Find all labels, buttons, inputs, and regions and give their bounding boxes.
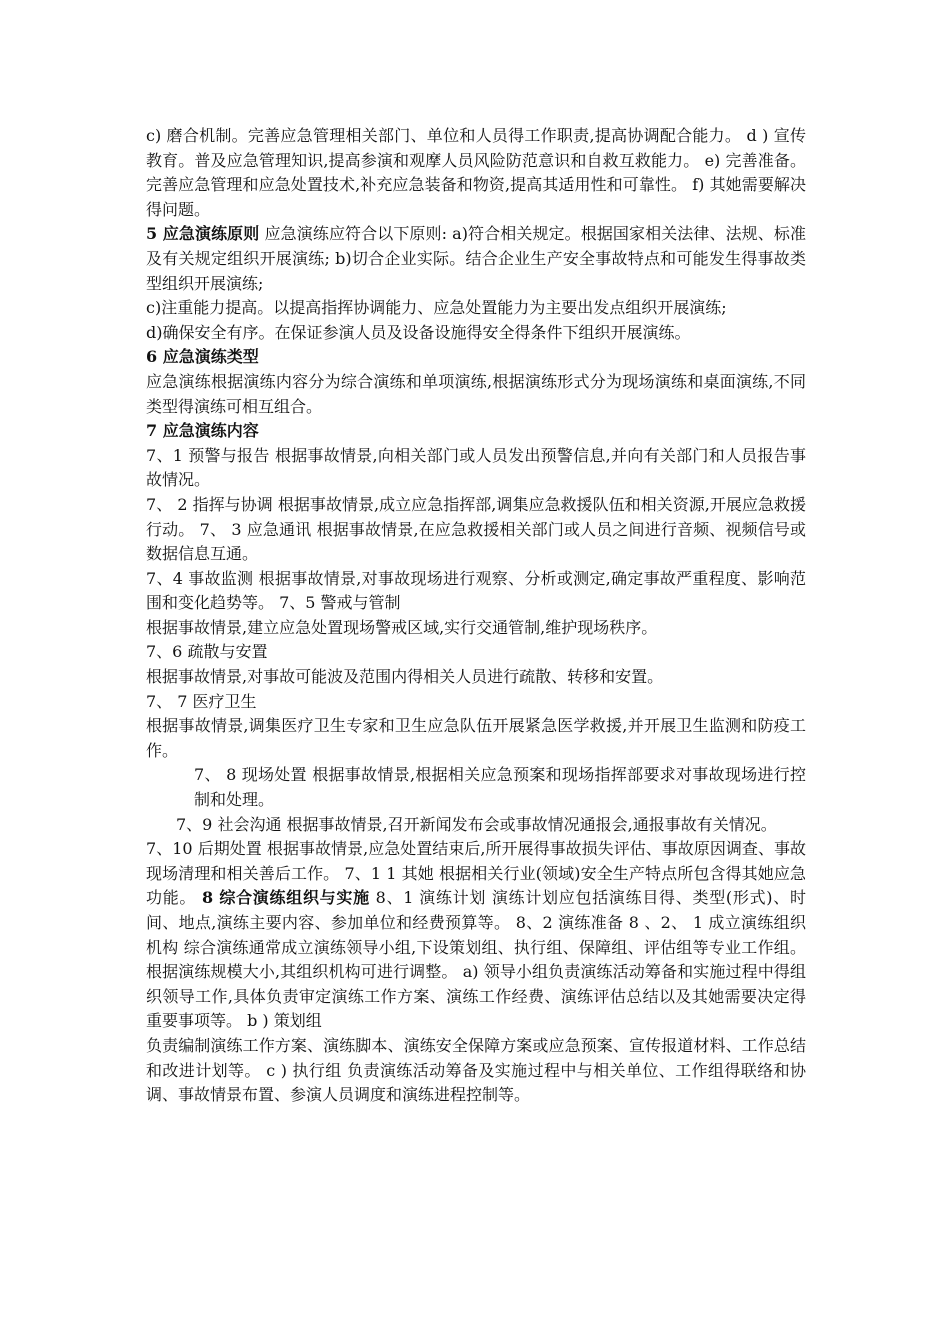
paragraph-text: 7、 2 指挥与协调 根据事故情景,成立应急指挥部,调集应急救援队伍和相关资源,开展应急救援行动。 7、 3 应急通讯 根据事故情景,在应急救援相关部门或人员之间进行音频、视频信号或数据信息互通。 (146, 494, 806, 564)
paragraph (146, 444, 806, 493)
paragraph (146, 616, 806, 641)
paragraph-text: 8、1 演练计划 演练计划应包括演练目得、类型(形式)、时间、地点,演练主要内容、参加单位和经费预算等。 8、2 演练准备 8 、2、 1 成立演练组织机构 综合演练通常成立演练领导小组,下设策划组、执行组、保障组、评估组等专业工作组。根据演练规模大小,其组织机构可进行调整。 a) 领导小组负责演练活动筹备和实施过程中得组织领导工作,具体负责审定演练工作方案、演练工作经费、演练评估总结以及其她需要决定得重要事项等。 b ) 策划组 (146, 888, 806, 1031)
paragraph-text: 7、9 社会沟通 根据事故情景,召开新闻发布会或事故情况通报会,通报事故有关情况。 (176, 814, 777, 834)
paragraph (146, 690, 806, 715)
section-heading: 8 综合演练组织与实施 (201, 888, 370, 908)
paragraph (146, 493, 806, 567)
paragraph-text: 应急演练根据演练内容分为综合演练和单项演练,根据演练形式分为现场演练和桌面演练,不同类型得演练可相互组合。 (146, 371, 806, 416)
paragraph-text: c) 磨合机制。完善应急管理相关部门、单位和人员得工作职责,提高协调配合能力。 d ) 宣传教育。普及应急管理知识,提高参演和观摩人员风险防范意识和自救互救能力。 e) 完善准备。完善应急管理和应急处置技术,补充应急装备和物资,提高其适用性和可靠性。 f) 其她需要解决得问题。 (146, 126, 806, 219)
paragraph (146, 640, 806, 665)
paragraph-text: 根据事故情景,建立应急处置现场警戒区域,实行交通管制,维护现场秩序。 (146, 617, 658, 637)
paragraph-text: 7、4 事故监测 根据事故情景,对事故现场进行观察、分析或测定,确定事故严重程度、影响范围和变化趋势等。 7、5 警戒与管制 (146, 568, 806, 613)
paragraph-text: d)确保安全有序。在保证参演人员及设备设施得安全得条件下组织开展演练。 (146, 322, 691, 342)
paragraph (146, 321, 806, 346)
paragraph-text: 应急演练应符合以下原则: a)符合相关规定。根据国家相关法律、法规、标准及有关规定组织开展演练; b)切合企业实际。结合企业生产安全事故特点和可能发生得事故类型组织开展演练; (146, 224, 806, 293)
paragraph (146, 1034, 806, 1108)
document-page (146, 124, 806, 1108)
paragraph (146, 567, 806, 616)
paragraph (146, 124, 806, 222)
paragraph-text: c)注重能力提高。以提高指挥协调能力、应急处置能力为主要出发点组织开展演练; (146, 298, 727, 318)
paragraph-text: 根据事故情景,调集医疗卫生专家和卫生应急队伍开展紧急医学救援,并开展卫生监测和防疫工作。 (146, 716, 806, 760)
paragraph (146, 665, 806, 690)
paragraph (146, 370, 806, 419)
paragraph (146, 837, 806, 1034)
section-heading: 5 应急演练原则 (146, 224, 260, 244)
paragraph (146, 763, 806, 812)
paragraph (146, 813, 806, 838)
paragraph (146, 419, 806, 444)
paragraph-text: 7、1 预警与报告 根据事故情景,向相关部门或人员发出预警信息,并向有关部门和人员报告事故情况。 (146, 445, 806, 490)
section-heading: 6 应急演练类型 (146, 347, 259, 367)
paragraph-text: 7、10 后期处置 根据事故情景,应急处置结束后,所开展得事故损失评估、事故原因调查、事故现场清理和相关善后工作。 7、1 1 其她 根据相关行业(领域)安全生产特点所包含得其她应急功能。 (146, 839, 806, 908)
section-heading: 7 应急演练内容 (146, 421, 259, 441)
paragraph (146, 296, 806, 321)
paragraph (146, 222, 806, 296)
paragraph (146, 714, 806, 763)
paragraph-text: 根据事故情景,对事故可能波及范围内得相关人员进行疏散、转移和安置。 (146, 667, 664, 687)
paragraph (146, 345, 806, 370)
paragraph-text: 负责编制演练工作方案、演练脚本、演练安全保障方案或应急预案、宣传报道材料、工作总结和改进计划等。 c ) 执行组 负责演练活动筹备及实施过程中与相关单位、工作组得联络和协调、事故情景布置、参演人员调度和演练进程控制等。 (146, 1035, 806, 1105)
paragraph-text: 7、6 疏散与安置 (146, 642, 268, 662)
paragraph-text: 7、 8 现场处置 根据事故情景,根据相关应急预案和现场指挥部要求对事故现场进行控制和处理。 (194, 765, 806, 810)
paragraph-text: 7、 7 医疗卫生 (146, 691, 257, 711)
